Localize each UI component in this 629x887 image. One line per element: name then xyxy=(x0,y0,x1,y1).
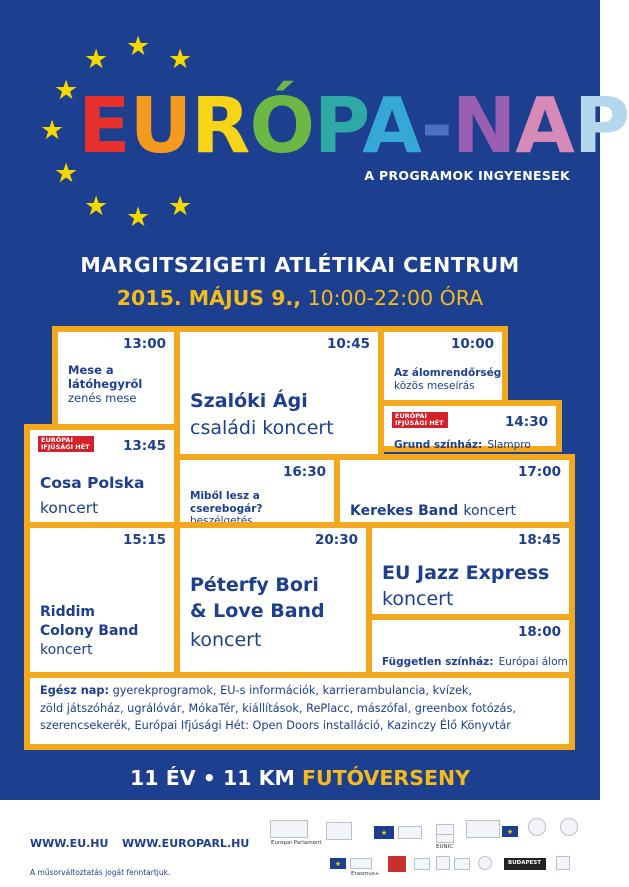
title-letter: P xyxy=(573,82,629,171)
eu-flag-logo xyxy=(502,826,518,837)
partner-logo xyxy=(454,858,470,870)
program-grid xyxy=(30,320,575,750)
event-title: Grund színház: xyxy=(394,439,483,451)
allday-label: Egész nap: xyxy=(40,684,109,697)
event-title: Az álomrendőrség xyxy=(394,367,502,379)
program-cell xyxy=(174,326,384,460)
erasmus-logo xyxy=(350,858,372,869)
eu-star-icon: ★ xyxy=(126,202,151,233)
title-letter: R xyxy=(191,82,250,171)
event-title: Cosa Polska xyxy=(40,474,145,492)
event-description: közös meseírás xyxy=(394,379,475,392)
event-title: Riddim xyxy=(40,604,96,620)
event-time: 13:45 xyxy=(123,438,166,454)
program-cell xyxy=(24,424,180,528)
program-cell xyxy=(366,614,575,678)
run-banner xyxy=(0,766,600,790)
title-letter: P xyxy=(313,82,363,171)
event-time: 16:30 xyxy=(283,464,326,480)
event-time: 10:45 xyxy=(327,336,370,352)
venue-heading: MARGITSZIGETI ATLÉTIKAI CENTRUM xyxy=(80,253,520,277)
event-description: családi koncert xyxy=(190,416,334,439)
partner-logo xyxy=(414,858,430,870)
eunic-logo xyxy=(436,834,454,843)
eu-link[interactable]: WWW.EU.HU xyxy=(30,837,109,850)
eu-star-icon: ★ xyxy=(168,191,193,222)
event-description: zenés mese xyxy=(68,390,137,405)
youth-week-badge: EURÓPAI IFJÚSÁGI HÉT xyxy=(392,412,448,428)
allday-line: szerencsekerék, Európai Ifjúsági Hét: Open Doors installáció, Kazinczy Élő Könyvtár xyxy=(40,719,511,732)
program-cell xyxy=(174,454,340,528)
title-letter: N xyxy=(451,82,516,171)
partner-logo xyxy=(478,856,492,870)
eu-star-icon: ★ xyxy=(84,191,109,222)
title-letter: Ó xyxy=(249,82,314,171)
title-letter: A xyxy=(515,82,574,171)
allday-line: zöld játszóház, ugrálóvár, MókaTér, kiállítások, RePlacc, mászófal, greenbox fotózás, xyxy=(40,701,516,715)
disclaimer-note: A műsorváltoztatás jogát fenntartjuk. xyxy=(30,868,171,877)
event-title: Független színház: xyxy=(382,656,494,668)
eu-star-icon: ★ xyxy=(40,115,65,146)
youth-week-badge: EURÓPAI IFJÚSÁGI HÉT xyxy=(38,436,94,452)
program-cell xyxy=(24,522,180,678)
event-description: Slampro xyxy=(487,439,531,451)
ec-logo xyxy=(326,822,352,840)
event-title: Péterfy Bori xyxy=(190,574,319,596)
event-title: Kerekes Band xyxy=(350,503,459,519)
event-description: koncert xyxy=(463,503,516,519)
title-letter: - xyxy=(420,82,452,171)
program-cell xyxy=(378,326,508,406)
europa-nap-title xyxy=(78,82,629,171)
eu-star-icon: ★ xyxy=(126,31,151,62)
run-prefix: 11 ÉV • 11 KM xyxy=(130,766,303,790)
partner-logo xyxy=(556,856,570,870)
partner-logo xyxy=(560,818,578,836)
allday-line: Egész nap: gyerekprogramok, EU-s információk, karrierambulancia, kvízek, xyxy=(40,684,473,697)
partner-logo xyxy=(388,856,406,872)
european-parliament-logo xyxy=(270,820,308,838)
event-time: 17:00 xyxy=(518,464,561,480)
event-description: koncert xyxy=(190,628,262,651)
event-title: Miből lesz a cserebogár? xyxy=(190,490,263,515)
date-bold: 2015. MÁJUS 9., xyxy=(116,286,302,310)
event-time: 18:00 xyxy=(518,624,561,640)
eu-star-icon: ★ xyxy=(54,158,79,189)
partner-logo xyxy=(528,818,546,836)
event-description: koncert xyxy=(382,587,454,610)
event-time: 15:15 xyxy=(123,532,166,548)
event-time: 10:00 xyxy=(451,336,494,352)
eu-star-icon: ★ xyxy=(84,44,109,75)
program-cell xyxy=(366,522,575,620)
event-title: & Love Band xyxy=(190,599,325,622)
free-programs-subtitle: A PROGRAMOK INGYENESEK xyxy=(364,168,570,183)
date-time: 10:00-22:00 ÓRA xyxy=(301,286,484,310)
program-cell xyxy=(334,454,575,528)
eu-flag-logo xyxy=(330,858,346,869)
partner-logo xyxy=(398,826,422,839)
event-description: koncert xyxy=(40,498,99,517)
allday-cell xyxy=(24,672,575,750)
program-cell xyxy=(378,400,562,452)
event-title: Mese a látóhegyről xyxy=(68,363,143,391)
program-cell xyxy=(52,326,180,430)
title-letter: A xyxy=(362,82,421,171)
title-letter: U xyxy=(129,82,192,171)
event-time: 18:45 xyxy=(518,532,561,548)
event-title: Szalóki Ági xyxy=(190,390,308,412)
eu-star-icon: ★ xyxy=(168,44,193,75)
government-logo xyxy=(466,820,500,838)
event-description: Európai álom xyxy=(498,656,568,668)
run-highlight: FUTÓVERSENY xyxy=(302,766,470,790)
event-time: 20:30 xyxy=(315,532,358,548)
event-title: Colony Band xyxy=(40,622,139,639)
eu-star-icon: ★ xyxy=(54,75,79,106)
event-time: 13:00 xyxy=(123,336,166,352)
partner-logo xyxy=(436,856,450,870)
logo-caption: EUNIC xyxy=(436,844,454,850)
program-cell xyxy=(174,522,372,678)
event-time: 14:30 xyxy=(505,414,548,430)
europarl-link[interactable]: WWW.EUROPARL.HU xyxy=(122,837,250,850)
event-description: koncert xyxy=(40,641,93,658)
logo-caption: BUDAPEST xyxy=(508,860,541,866)
logo-caption: Erasmus+ xyxy=(351,871,380,877)
title-letter: E xyxy=(78,82,130,171)
footer xyxy=(0,800,600,887)
date-line xyxy=(0,286,600,310)
logo-caption: Európai Parlament xyxy=(271,840,322,846)
eu-flag-logo xyxy=(374,826,394,839)
event-title: EU Jazz Express xyxy=(382,562,550,584)
